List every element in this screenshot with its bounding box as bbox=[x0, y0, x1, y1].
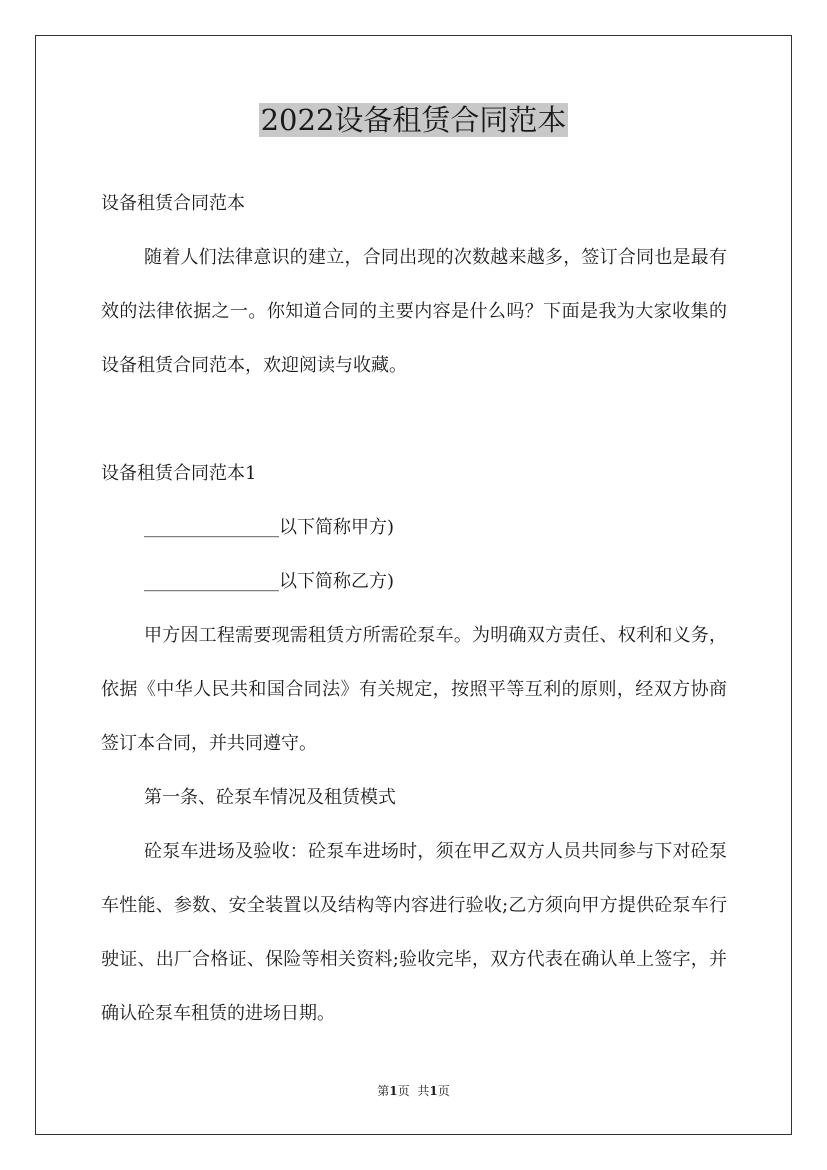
paragraph-party-b: _______________以下简称乙方) bbox=[144, 571, 395, 592]
paragraph-purpose: 甲方因工程需要现需租赁方所需砼泵车。为明确双方责任、权利和义务，依据《中华人民共和国合同法》有关规定，按照平等互利的原则，经双方协商签订本合同，并共同遵守。 bbox=[101, 625, 727, 754]
paragraph-acceptance: 砼泵车进场及验收：砼泵车进场时，须在甲乙双方人员共同参与下对砼泵车性能、参数、安全装置以及结构等内容进行验收;乙方须向甲方提供砼泵车行驶证、出厂合格证、保险等相关资料;验收完毕，双方代表在确认单上签字，并确认砼泵车租赁的进场日期。 bbox=[101, 841, 727, 1024]
paragraph-heading: 设备租赁合同范本 bbox=[101, 193, 245, 214]
footer-total-suffix: 页 bbox=[437, 1084, 450, 1098]
footer-page-prefix: 第 bbox=[377, 1084, 390, 1098]
document-title bbox=[0, 100, 827, 140]
footer-page-number: 1 bbox=[389, 1084, 398, 1098]
footer-total-number: 1 bbox=[429, 1084, 438, 1098]
paragraph-intro: 随着人们法律意识的建立，合同出现的次数越来越多，签订合同也是最有效的法律依据之一。你知道合同的主要内容是什么吗？下面是我为大家收集的设备租赁合同范本，欢迎阅读与收藏。 bbox=[101, 247, 727, 376]
paragraph-party-a: _______________以下简称甲方) bbox=[144, 517, 395, 538]
footer-page-suffix: 页 bbox=[397, 1084, 410, 1098]
paragraph-section-title: 设备租赁合同范本1 bbox=[101, 463, 257, 484]
footer-total-prefix: 共 bbox=[417, 1084, 430, 1098]
document-title-text: 2022设备租赁合同范本 bbox=[260, 103, 567, 137]
paragraph-blank bbox=[101, 393, 727, 447]
paragraph-article-one: 第一条、砼泵车情况及租赁模式 bbox=[144, 787, 396, 808]
document-body bbox=[101, 177, 727, 1041]
page-footer bbox=[0, 1083, 827, 1099]
